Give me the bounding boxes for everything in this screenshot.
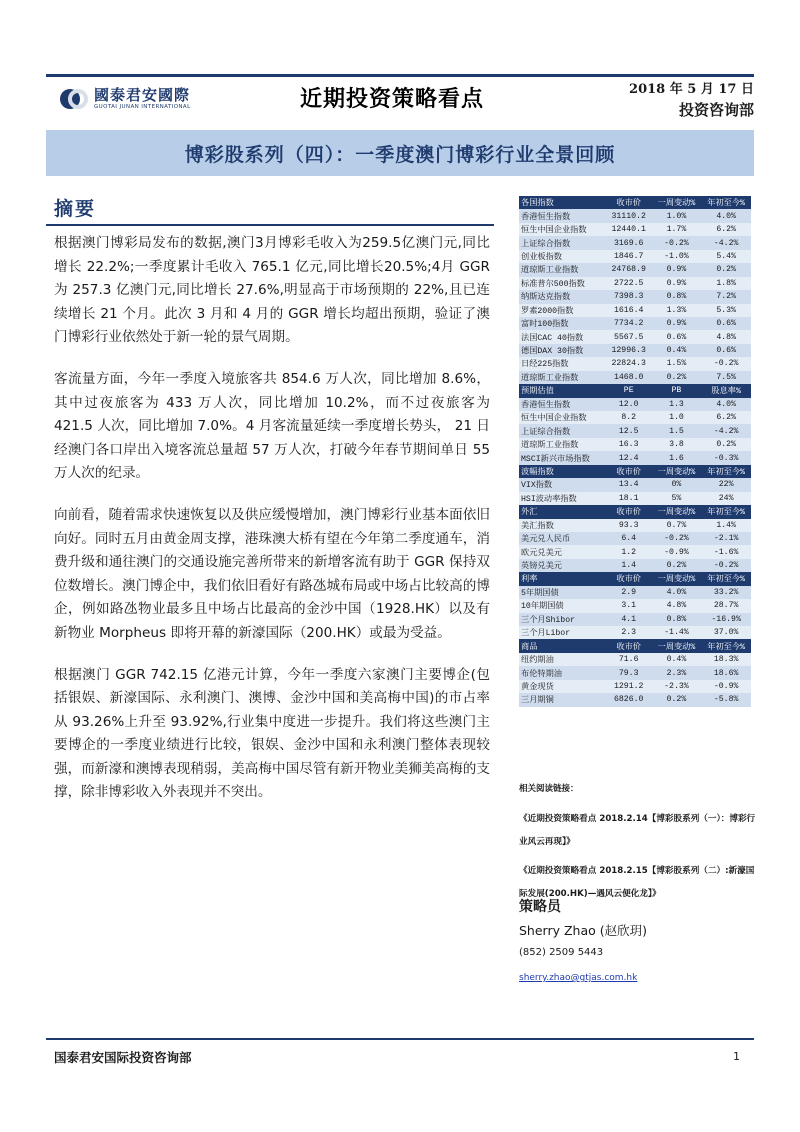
table-cell: -0.2% <box>652 236 702 249</box>
table-cell: 1.8% <box>701 277 751 290</box>
table-cell: 德国DAX 30指数 <box>519 344 606 357</box>
analyst-heading: 策略员 <box>519 899 561 915</box>
table-cell: 18.6% <box>701 666 751 679</box>
table-cell: 纳斯达克指数 <box>519 290 606 303</box>
table-cell: 1.5 <box>652 424 702 437</box>
table-cell: 22% <box>701 478 751 491</box>
table-cell: 0.2% <box>701 438 751 451</box>
table-cell: -0.9% <box>652 545 702 558</box>
table-header-cell: 商品 <box>519 639 606 652</box>
table-cell: 英镑兑美元 <box>519 559 606 572</box>
table-cell: 71.6 <box>606 653 652 666</box>
table-row <box>519 478 751 491</box>
table-cell: 美元兑人民币 <box>519 532 606 545</box>
table-cell: 5% <box>652 492 702 505</box>
summary-paragraph: 根据澳门博彩局发布的数据,澳门3月博彩毛收入为259.5亿澳门元,同比增长 22.2%;一季度累计毛收入 765.1 亿元,同比增长20.5%;4月 GGR 为 257.3 亿澳门元,同比增长 27.6%,明显高于市场预期的 22%,且已连续增长 21 个月。此次 3 月和 4 月的 GGR 增长均超出预期，验证了澳门博彩行业依然处于新一轮的景气周期。 <box>54 235 490 346</box>
table-cell: 6826.0 <box>606 693 652 706</box>
table-cell: 5.4% <box>701 250 751 263</box>
table-cell: 2722.5 <box>606 277 652 290</box>
table-cell: 1.2 <box>606 545 652 558</box>
table-row <box>519 223 751 236</box>
table-cell: 22824.3 <box>606 357 652 370</box>
table-cell: 上证综合指数 <box>519 236 606 249</box>
table-cell: 13.4 <box>606 478 652 491</box>
table-cell: 道琼斯工业指数 <box>519 371 606 384</box>
table-cell: 31110.2 <box>606 209 652 222</box>
table-cell: 1.3% <box>652 304 702 317</box>
table-cell: 24% <box>701 492 751 505</box>
report-date: 2018 年 5 月 17 日 <box>629 82 754 97</box>
table-cell: 罗素2000指数 <box>519 304 606 317</box>
table-row <box>519 236 751 249</box>
table-cell: 6.2% <box>701 223 751 236</box>
table-header-cell: 预期估值 <box>519 384 606 397</box>
table-cell: VIX指数 <box>519 478 606 491</box>
table-row <box>519 586 751 599</box>
related-reading <box>519 782 759 912</box>
table-cell: 1.4% <box>701 519 751 532</box>
table-cell: 2.9 <box>606 586 652 599</box>
footer-company: 国泰君安国际投资咨询部 <box>54 1050 192 1065</box>
table-cell: 0.2% <box>652 371 702 384</box>
table-cell: 三个月Shibor <box>519 613 606 626</box>
table-cell: -1.0% <box>652 250 702 263</box>
table-header-cell: 一周变动% <box>652 572 702 585</box>
table-cell: 1846.7 <box>606 250 652 263</box>
table-header-cell: 收市价 <box>606 505 652 518</box>
table-cell: 12996.3 <box>606 344 652 357</box>
table-cell: 93.3 <box>606 519 652 532</box>
table-cell: 0.8% <box>652 613 702 626</box>
table-cell: 4.1 <box>606 613 652 626</box>
table-row <box>519 290 751 303</box>
table-row <box>519 492 751 505</box>
table-cell: 10年期国债 <box>519 599 606 612</box>
header-rule <box>46 74 754 77</box>
table-row <box>519 599 751 612</box>
analyst-name: Sherry Zhao (赵欣玥) <box>519 923 647 938</box>
related-heading: 相关阅读链接： <box>519 784 579 794</box>
table-cell: 欧元兑美元 <box>519 545 606 558</box>
table-row <box>519 451 751 464</box>
table-header-cell: 一周变动% <box>652 639 702 652</box>
table-cell: -1.6% <box>701 545 751 558</box>
table-cell: -0.9% <box>701 680 751 693</box>
related-link[interactable]: 《近期投资策略看点 2018.2.15【博彩股系列（二）:新濠国际发展(200.HK)—遇风云便化龙】》 <box>519 866 755 899</box>
table-row <box>519 263 751 276</box>
table-cell: 0.9% <box>652 277 702 290</box>
table-cell: 恒生中国企业指数 <box>519 223 606 236</box>
table-cell: -0.2% <box>701 357 751 370</box>
table-cell: 0.6% <box>701 344 751 357</box>
table-cell: -0.2% <box>652 532 702 545</box>
table-cell: 1291.2 <box>606 680 652 693</box>
table-cell: 1.7% <box>652 223 702 236</box>
table-row <box>519 613 751 626</box>
table-header-cell: 外汇 <box>519 505 606 518</box>
table-cell: 1.0% <box>652 209 702 222</box>
market-data-table <box>519 196 751 707</box>
table-header-cell: 收市价 <box>606 639 652 652</box>
table-cell: 5.3% <box>701 304 751 317</box>
summary-heading: 摘要 <box>54 198 97 220</box>
table-cell: -16.9% <box>701 613 751 626</box>
company-logo <box>60 86 220 112</box>
table-row <box>519 519 751 532</box>
table-cell: 2.3% <box>652 666 702 679</box>
table-cell: 法国CAC 40指数 <box>519 330 606 343</box>
table-cell: 布伦特期油 <box>519 666 606 679</box>
table-cell: 3169.6 <box>606 236 652 249</box>
table-section-header <box>519 505 751 518</box>
table-cell: 0.4% <box>652 344 702 357</box>
table-header-cell: 波幅指数 <box>519 465 606 478</box>
page-number: 1 <box>733 1050 740 1063</box>
table-cell: 1.0 <box>652 411 702 424</box>
table-cell: 33.2% <box>701 586 751 599</box>
table-cell: 0.2% <box>652 559 702 572</box>
table-cell: 37.0% <box>701 626 751 639</box>
table-header-cell: 年初至今% <box>701 465 751 478</box>
table-header-cell: 一周变动% <box>652 196 702 209</box>
table-cell: 5567.5 <box>606 330 652 343</box>
table-row <box>519 357 751 370</box>
table-header-cell: 股息率% <box>701 384 751 397</box>
footer-rule <box>46 1038 754 1040</box>
table-cell: 标准普尔500指数 <box>519 277 606 290</box>
table-cell: 24768.9 <box>606 263 652 276</box>
table-row <box>519 398 751 411</box>
table-cell: 4.0% <box>652 586 702 599</box>
table-row <box>519 209 751 222</box>
table-header-cell: 收市价 <box>606 572 652 585</box>
table-cell: -0.2% <box>701 559 751 572</box>
table-cell: 道琼斯工业指数 <box>519 263 606 276</box>
table-cell: 三月期铜 <box>519 693 606 706</box>
table-cell: 美汇指数 <box>519 519 606 532</box>
table-cell: -1.4% <box>652 626 702 639</box>
table-cell: 12.4 <box>606 451 652 464</box>
table-cell: 纽约期油 <box>519 653 606 666</box>
table-cell: 1.5% <box>652 357 702 370</box>
related-link[interactable]: 《近期投资策略看点 2018.2.14【博彩股系列（一）：博彩行业风云再现】》 <box>519 814 756 847</box>
table-cell: -4.2% <box>701 424 751 437</box>
summary-paragraph: 客流量方面，今年一季度入境旅客共 854.6 万人次，同比增加 8.6%，其中过夜旅客为 433 万人次，同比增加 10.2%，而不过夜旅客为 421.5 人次，同比增加 7.0%。4 月客流量延续一季度增长势头， 21 日经澳门各口岸出入境客流总量超 57 万人次，打破今年春节期间单日 55 万人次的纪录。 <box>54 370 490 482</box>
table-cell: 恒生中国企业指数 <box>519 411 606 424</box>
table-cell: 18.3% <box>701 653 751 666</box>
table-row <box>519 666 751 679</box>
table-cell: 上证综合指数 <box>519 424 606 437</box>
report-department: 投资咨询部 <box>678 101 754 119</box>
table-header-cell: 年初至今% <box>701 572 751 585</box>
table-cell: 0.9% <box>652 263 702 276</box>
title-banner <box>46 130 754 176</box>
table-header-cell: 年初至今% <box>701 639 751 652</box>
table-cell: 1616.4 <box>606 304 652 317</box>
table-cell: 0.2% <box>652 693 702 706</box>
table-cell: 6.2% <box>701 411 751 424</box>
table-header-cell: 收市价 <box>606 465 652 478</box>
table-row <box>519 438 751 451</box>
table-cell: 5年期国债 <box>519 586 606 599</box>
table-cell: -4.2% <box>701 236 751 249</box>
table-header-cell: 各国指数 <box>519 196 606 209</box>
table-header-cell: 年初至今% <box>701 196 751 209</box>
table-row <box>519 371 751 384</box>
table-cell: 7.2% <box>701 290 751 303</box>
table-header-cell: 一周变动% <box>652 505 702 518</box>
table-cell: 0.9% <box>652 317 702 330</box>
table-cell: 1.3 <box>652 398 702 411</box>
table-cell: 8.2 <box>606 411 652 424</box>
summary-paragraph: 向前看，随着需求快速恢复以及供应缓慢增加，澳门博彩行业基本面依旧向好。同时五月由黄金周支撑，港珠澳大桥有望在今年第二季度通车，消费升级和通往澳门的交通设施完善所带来的新增客流有助于 GGR 保持双位数增长。澳门博企中，我们依旧看好有路氹城布局或中场占比较高的博企，例如路氹物业最多且中场占比最高的金沙中国（1928.HK）以及有新物业 Morpheus 即将开幕的新濠国际（200.HK）或最为受益。 <box>54 506 490 641</box>
table-cell: 3.1 <box>606 599 652 612</box>
table-cell: 1.4 <box>606 559 652 572</box>
table-cell: 黄金现货 <box>519 680 606 693</box>
table-cell: 3.8 <box>652 438 702 451</box>
table-cell: 0.7% <box>652 519 702 532</box>
table-row <box>519 693 751 706</box>
table-cell: 日经225指数 <box>519 357 606 370</box>
table-header-cell: PE <box>606 384 652 397</box>
table-cell: 6.4 <box>606 532 652 545</box>
table-row <box>519 545 751 558</box>
table-section-header <box>519 384 751 397</box>
table-cell: 4.0% <box>701 209 751 222</box>
table-row <box>519 250 751 263</box>
table-cell: 4.0% <box>701 398 751 411</box>
summary-body <box>54 232 490 823</box>
table-section-header <box>519 572 751 585</box>
logo-mark-icon <box>60 87 88 111</box>
summary-rule <box>46 224 494 226</box>
table-cell: 富时100指数 <box>519 317 606 330</box>
table-cell: 0.8% <box>652 290 702 303</box>
table-cell: 28.7% <box>701 599 751 612</box>
table-header-cell: PB <box>652 384 702 397</box>
table-cell: 0.6% <box>701 317 751 330</box>
table-section-header <box>519 639 751 652</box>
table-cell: 18.1 <box>606 492 652 505</box>
table-cell: 香港恒生指数 <box>519 209 606 222</box>
table-cell: MSCI新兴市场指数 <box>519 451 606 464</box>
table-section-header <box>519 196 751 209</box>
table-cell: 0.4% <box>652 653 702 666</box>
table-cell: 12.0 <box>606 398 652 411</box>
table-row <box>519 317 751 330</box>
table-cell: 1468.0 <box>606 371 652 384</box>
table-cell: 0.2% <box>701 263 751 276</box>
table-section-header <box>519 465 751 478</box>
table-cell: 2.3 <box>606 626 652 639</box>
table-row <box>519 532 751 545</box>
table-cell: 0.6% <box>652 330 702 343</box>
table-cell: 道琼斯工业指数 <box>519 438 606 451</box>
report-series-title: 近期投资策略看点 <box>300 86 485 112</box>
table-cell: 12.5 <box>606 424 652 437</box>
table-cell: 4.8% <box>701 330 751 343</box>
table-cell: 16.3 <box>606 438 652 451</box>
table-cell: -5.8% <box>701 693 751 706</box>
table-row <box>519 344 751 357</box>
table-row <box>519 411 751 424</box>
report-title: 博彩股系列（四）：一季度澳门博彩行业全景回顾 <box>184 143 616 166</box>
table-cell: 0% <box>652 478 702 491</box>
table-row <box>519 653 751 666</box>
table-row <box>519 424 751 437</box>
table-row <box>519 626 751 639</box>
table-cell: 7.5% <box>701 371 751 384</box>
table-cell: -0.3% <box>701 451 751 464</box>
table-header-cell: 年初至今% <box>701 505 751 518</box>
table-cell: -2.3% <box>652 680 702 693</box>
table-row <box>519 330 751 343</box>
table-header-cell: 收市价 <box>606 196 652 209</box>
table-cell: 1.6 <box>652 451 702 464</box>
table-row <box>519 680 751 693</box>
table-cell: 创业板指数 <box>519 250 606 263</box>
table-cell: 79.3 <box>606 666 652 679</box>
table-row <box>519 304 751 317</box>
table-row <box>519 277 751 290</box>
table-cell: 三个月Libor <box>519 626 606 639</box>
table-cell: 香港恒生指数 <box>519 398 606 411</box>
analyst-phone: (852) 2509 5443 <box>519 947 604 958</box>
table-cell: 12440.1 <box>606 223 652 236</box>
table-header-cell: 一周变动% <box>652 465 702 478</box>
table-row <box>519 559 751 572</box>
table-header-cell: 利率 <box>519 572 606 585</box>
summary-paragraph: 根据澳门 GGR 742.15 亿港元计算，今年一季度六家澳门主要博企(包括银娱、新濠国际、永利澳门、澳博、金沙中国和美高梅中国)的市占率从 93.26%上升至 93.92%,行业集中度进一步提升。我们将这些澳门主要博企的一季度业绩进行比较，银娱、金沙中国和永利澳门整体表现较强，而新濠和澳博表现稍弱，美高梅中国尽管有新开物业美狮美高梅的支撑，除非博彩收入外表现并不突出。 <box>54 666 490 801</box>
logo-text-en: GUOTAI JUNAN INTERNATIONAL <box>94 103 191 110</box>
table-cell: 4.8% <box>652 599 702 612</box>
table-cell: -2.1% <box>701 532 751 545</box>
analyst-email-link[interactable]: sherry.zhao@gtjas.com.hk <box>519 973 638 983</box>
table-cell: 7398.3 <box>606 290 652 303</box>
table-cell: 7734.2 <box>606 317 652 330</box>
logo-text-cn: 國泰君安國際 <box>94 85 191 104</box>
table-cell: HSI波动率指数 <box>519 492 606 505</box>
